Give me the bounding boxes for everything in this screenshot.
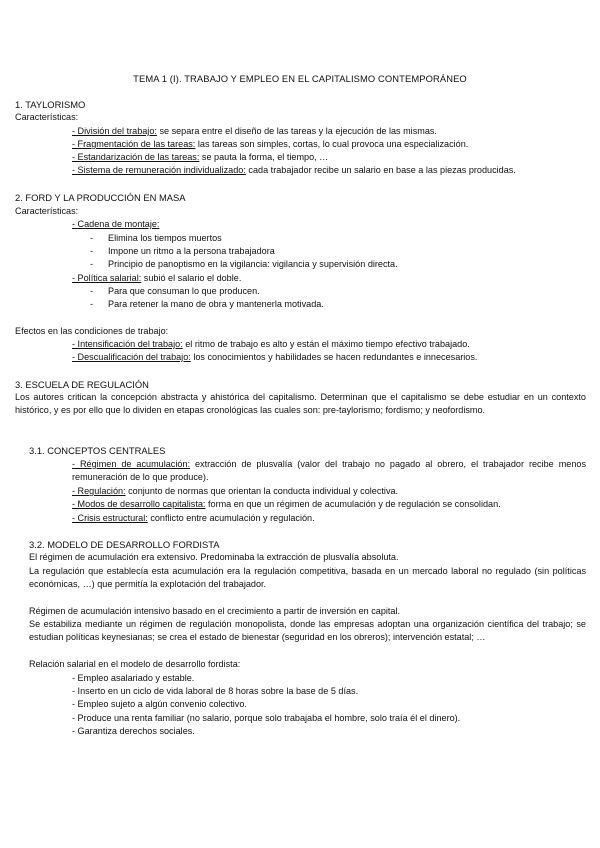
list-item: - Inserto en un ciclo de vida laboral de 8 horas sobre la base de 5 días. <box>72 686 359 696</box>
list-item: - Modos de desarrollo capitalista: forma en que un régimen de acumulación y de regulación se consolidan. <box>72 499 501 509</box>
list-item: - Produce una renta familiar (no salario, porque solo trabajaba el hombre, solo traía él el dinero). <box>72 713 461 723</box>
page-title: TEMA 1 (I). TRABAJO Y EMPLEO EN EL CAPITALISMO CONTEMPORÁNEO <box>133 73 467 84</box>
efectos-heading: Efectos en las condiciones de trabajo: <box>15 326 169 336</box>
cadena-term: - Cadena de montaje: <box>72 219 160 229</box>
paragraph: Se estabiliza mediante un régimen de regulación monopolista, donde las empresas adoptan una organización científica del trabajo; se estudian políticas keynesianas; se crea el estado de bienestar (seguridad en los obreros); intervención estatal; … <box>29 619 586 642</box>
list-item: - Impone un ritmo a la persona trabajadora <box>90 246 275 256</box>
list-item: - Regulación: conjunto de normas que orientan la conducta individual y colectiva. <box>72 486 399 496</box>
paragraph: Régimen de acumulación intensivo basado en el crecimiento a partir de inversión en capital. <box>29 606 401 616</box>
list-item: - Empleo asalariado y estable. <box>72 673 195 683</box>
list-item: - Para que consuman lo que producen. <box>90 286 260 296</box>
list-item: - Garantiza derechos sociales. <box>72 726 195 736</box>
list-item: - División del trabajo: se separa entre el diseño de las tareas y la ejecución de las mismas. <box>72 126 437 136</box>
list-item: - Empleo sujeto a algún convenio colectivo. <box>72 699 247 709</box>
list-item: - Fragmentación de las tareas: las tareas son simples, cortas, lo cual provoca una especialización. <box>72 139 469 149</box>
list-item: - Principio de panoptismo en la vigilancia: vigilancia y supervisión directa. <box>90 259 398 269</box>
section-3-intro: Los autores critican la concepción abstracta y ahistórica del capitalismo. Determinan que el capitalismo se debe estudiar en un contexto histórico, y es por ello que lo dividen en etapas cronológicas las cuales son: pre-taylorismo; fordismo; y neofordismo. <box>15 392 586 415</box>
section-1-subheading: Características: <box>15 112 79 122</box>
list-item: - Intensificación del trabajo: el ritmo de trabajo es alto y están el máximo tiempo efectivo trabajado. <box>72 339 470 349</box>
section-2-heading: 2. FORD Y LA PRODUCCIÓN EN MASA <box>15 192 186 203</box>
list-item: - Sistema de remuneración individualizado: cada trabajador recibe un salario en base a las piezas producidas. <box>72 165 516 175</box>
list-item: - Elimina los tiempos muertos <box>90 233 222 243</box>
paragraph: La regulación que establecía esta acumulación era la regulación competitiva, basada en un mercado laboral no regulado (sin políticas económicas, …) que permitía la explotación del trabajador. <box>29 566 586 589</box>
list-item: - Crisis estructural: conflicto entre acumulación y regulación. <box>72 513 315 523</box>
section-3-heading: 3. ESCUELA DE REGULACIÓN <box>15 379 149 390</box>
section-3-1-heading: 3.1. CONCEPTOS CENTRALES <box>29 445 166 456</box>
politica-item: - Política salarial: subió el salario el doble. <box>72 273 242 283</box>
section-3-2-heading: 3.2. MODELO DE DESARROLLO FORDISTA <box>29 539 220 550</box>
list-item: - Descualificación del trabajo: los conocimientos y habilidades se hacen redundantes e innecesarios. <box>72 352 478 362</box>
relacion-heading: Relación salarial en el modelo de desarrollo fordista: <box>29 659 241 669</box>
list-item: - Estandarización de las tareas: se pauta la forma, el tiempo, … <box>72 152 329 162</box>
list-item: - Para retener la mano de obra y mantenerla motivada. <box>90 299 324 309</box>
list-item: - Régimen de acumulación: extracción de plusvalía (valor del trabajo no pagado al obrero, el trabajador recibe menos remuneración de lo que produce). <box>72 459 586 482</box>
paragraph: El régimen de acumulación era extensivo. Predominaba la extracción de plusvalía absoluta. <box>29 552 399 562</box>
section-1-heading: 1. TAYLORISMO <box>15 99 86 110</box>
section-2-subheading: Características: <box>15 206 79 216</box>
